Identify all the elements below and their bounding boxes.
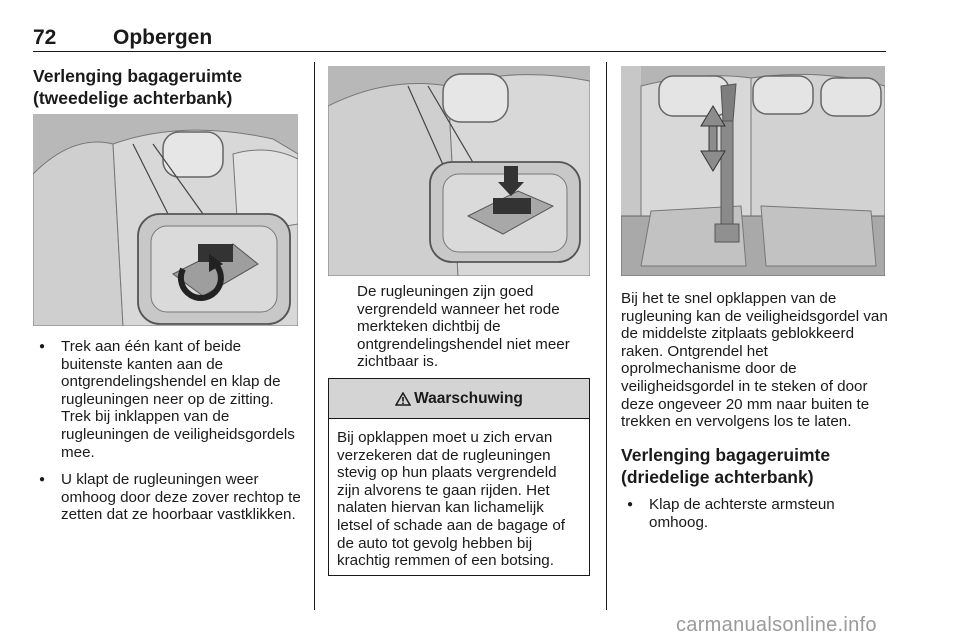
- red-marker-illustration: [328, 66, 590, 276]
- warning-header: [329, 379, 589, 419]
- list-item: ● Klap de achterste armsteun omhoog.: [621, 496, 889, 531]
- section-heading-tweedelige: Verlenging bagageruimte (tweedelige achterbank): [33, 66, 243, 108]
- list-item: ● Trek aan één kant of beide buitenste kanten aan de ontgrendelingshendel en klap de rugleuningen neer op de zitting. Trek bij inklappen van de rugleuningen de veiligheidsgordels mee.: [33, 338, 306, 461]
- figure-seat-release-lever: [33, 114, 298, 326]
- warning-title: Waarschuwing: [414, 389, 523, 407]
- seat-release-illustration: [33, 114, 298, 326]
- warning-text: Bij opklappen moet u zich ervan verzekeren dat de rugleuningen stevig op hun plaats vergrendeld zijn alvorens te gaan rijden. Het nalaten hiervan kan lichamelijk letsel of schade aan de bagage of de auto tot gevolg hebben bij krachtig remmen of een botsing.: [337, 429, 565, 570]
- bullet-list-col1: [33, 338, 306, 534]
- figure-red-marker: [328, 66, 590, 276]
- watermark: carmanualsonline.info: [676, 614, 877, 636]
- seatbelt-paragraph: Bij het te snel opklappen van de rugleuning kan de veiligheidsgordel van de middelste zitplaats geblokkeerd raken. Ontgrendel het oprolmechanisme door de veiligheidsgordel in te steken of door deze ongeveer 20 mm naar buiten te trekken en vervolgens los te laten.: [621, 290, 888, 431]
- section-heading-driedelige: Verlenging bagageruimte (driedelige achterbank): [621, 445, 831, 487]
- figure-seatbelt-retractor: [621, 66, 885, 276]
- bullet-list-col3: [621, 496, 889, 541]
- chapter-title: Opbergen: [113, 26, 213, 49]
- seatbelt-illustration: [621, 66, 885, 276]
- warning-box: [328, 378, 590, 576]
- list-item: ● U klapt de rugleuningen weer omhoog door deze zover rechtop te zetten dat ze hoorbaar vastklikken.: [33, 471, 306, 524]
- figure-caption: De rugleuningen zijn goed vergrendeld wanneer het rode merkteken dichtbij de ontgrendelingshendel niet meer zichtbaar is.: [357, 283, 570, 371]
- warning-triangle-icon: [395, 392, 411, 406]
- page-number: 72: [33, 26, 57, 49]
- column-divider-1: [314, 62, 315, 610]
- column-divider-2: [606, 62, 607, 610]
- header-rule: [33, 51, 886, 52]
